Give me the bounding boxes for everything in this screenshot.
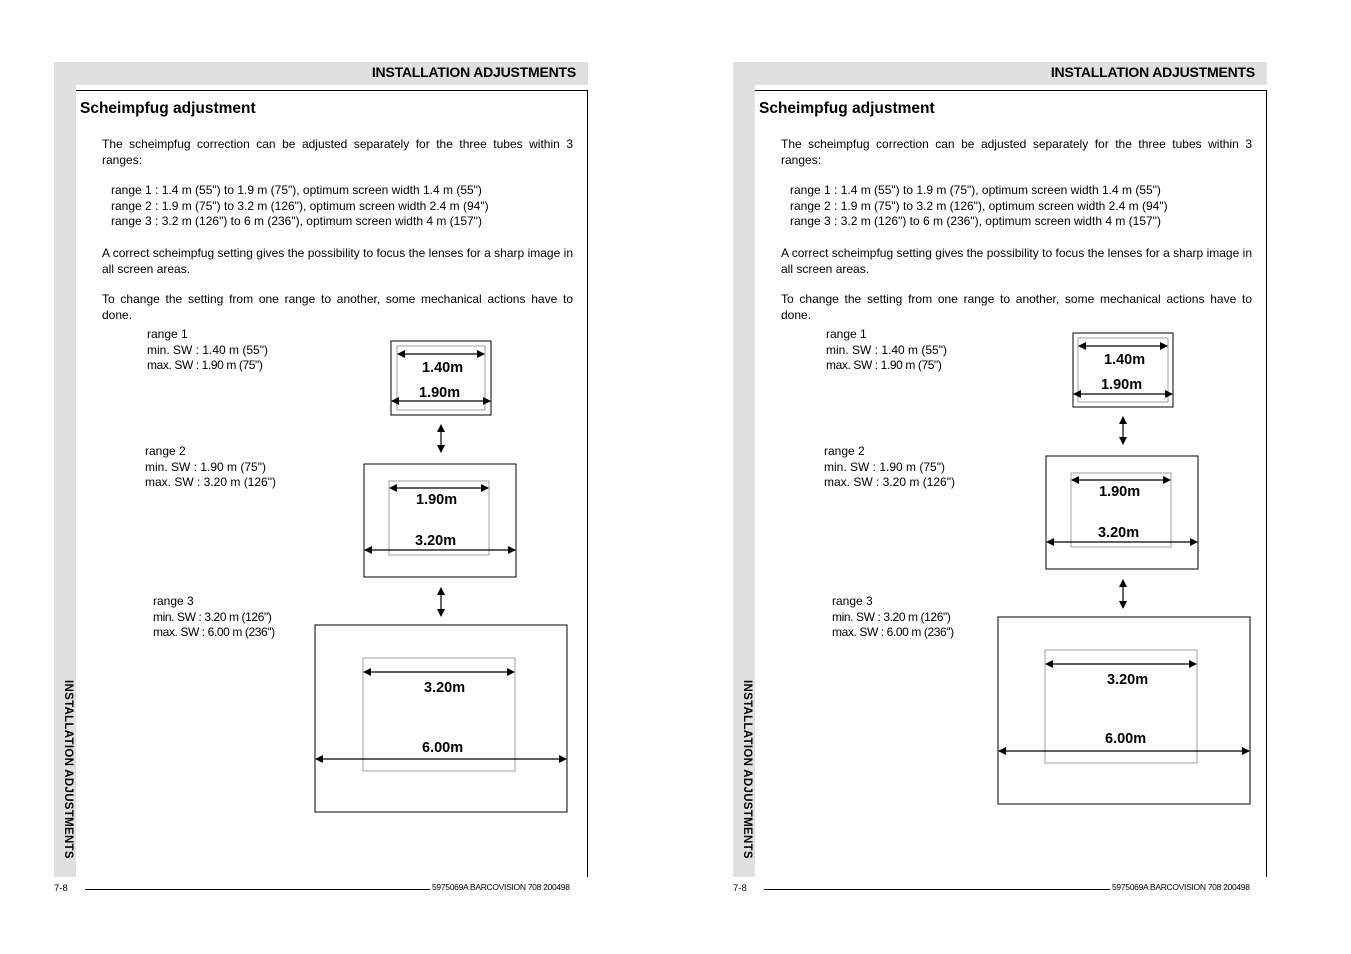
document-reference: 5975069A BARCOVISION 708 200498 <box>1112 882 1250 892</box>
page-number: 7-8 <box>54 883 68 894</box>
range-min: min. SW : 1.90 m (75") <box>145 459 266 474</box>
range-name: range 2 <box>824 444 865 458</box>
range-line: range 3 : 3.2 m (126") to 6 m (236"), optimum screen width 4 m (157") <box>790 214 1161 228</box>
range-min: min. SW : 3.20 m (126") <box>832 609 951 624</box>
dim-label: 3.20m <box>424 680 466 696</box>
range-line: range 2 : 1.9 m (75") to 3.2 m (126"), optimum screen width 2.4 m (94") <box>790 198 1168 213</box>
range-min: min. SW : 1.40 m (55") <box>826 342 947 357</box>
header-title: INSTALLATION ADJUSTMENTS <box>371 64 576 80</box>
page-right <box>679 0 1319 954</box>
range-name: range 3 <box>153 594 194 608</box>
range-line: range 1 : 1.4 m (55") to 1.9 m (75"), optimum screen width 1.4 m (55") <box>111 183 482 197</box>
side-label: INSTALLATION ADJUSTMENTS <box>741 680 753 859</box>
change-paragraph: To change the setting from one range to another, some mechanical actions have to done. <box>102 292 573 322</box>
range-line: range 3 : 3.2 m (126") to 6 m (236"), optimum screen width 4 m (157") <box>111 214 482 228</box>
dim-label: 1.90m <box>416 492 458 508</box>
range-line: range 2 : 1.9 m (75") to 3.2 m (126"), optimum screen width 2.4 m (94") <box>111 198 489 213</box>
intro-paragraph: The scheimpfug correction can be adjusted separately for the three tubes within 3 ranges: <box>781 137 1252 167</box>
dim-label: 1.90m <box>1099 484 1141 500</box>
range-max: max. SW : 6.00 m (236") <box>153 625 275 639</box>
document-reference: 5975069A BARCOVISION 708 200498 <box>432 882 570 892</box>
dim-label: 1.40m <box>422 360 464 376</box>
dim-label: 1.90m <box>419 385 461 401</box>
scheimpfug-diagram <box>679 0 1319 954</box>
dim-label: 3.20m <box>415 533 457 549</box>
range-name: range 2 <box>145 444 186 458</box>
range-line: range 1 : 1.4 m (55") to 1.9 m (75"), optimum screen width 1.4 m (55") <box>790 183 1161 197</box>
range-min: min. SW : 1.40 m (55") <box>147 342 268 357</box>
range-max: max. SW : 3.20 m (126") <box>824 475 955 489</box>
dim-label: 3.20m <box>1107 672 1149 688</box>
dim-label: 6.00m <box>1105 731 1147 747</box>
range-min: min. SW : 3.20 m (126") <box>153 609 272 624</box>
screen-outer-1 <box>1073 333 1173 407</box>
section-title: Scheimpfug adjustment <box>80 100 256 117</box>
footer-rule <box>764 889 1110 890</box>
range-name: range 1 <box>147 327 188 341</box>
dim-label: 3.20m <box>1098 525 1140 541</box>
header-title: INSTALLATION ADJUSTMENTS <box>1050 64 1255 80</box>
screen-outer-3 <box>315 625 567 812</box>
page-left <box>0 0 640 954</box>
screen-outer-1 <box>391 341 491 415</box>
intro-paragraph: The scheimpfug correction can be adjusted separately for the three tubes within 3 ranges: <box>102 137 573 167</box>
scheimpfug-diagram <box>0 0 640 954</box>
range-name: range 1 <box>826 327 867 341</box>
range-max: max. SW : 1.90 m (75") <box>826 358 942 372</box>
dim-label: 1.90m <box>1101 377 1143 393</box>
focus-paragraph: A correct scheimpfug setting gives the possibility to focus the lenses for a sharp image in all screen areas. <box>781 246 1252 276</box>
range-min: min. SW : 1.90 m (75") <box>824 459 945 474</box>
screen-outer-3 <box>998 617 1250 804</box>
dim-label: 1.40m <box>1104 352 1146 368</box>
range-max: max. SW : 3.20 m (126") <box>145 475 276 489</box>
side-label: INSTALLATION ADJUSTMENTS <box>62 680 74 859</box>
range-max: max. SW : 1.90 m (75") <box>147 358 263 372</box>
footer-rule <box>85 889 430 890</box>
section-title: Scheimpfug adjustment <box>759 100 935 117</box>
focus-paragraph: A correct scheimpfug setting gives the possibility to focus the lenses for a sharp image in all screen areas. <box>102 246 573 276</box>
dim-label: 6.00m <box>422 740 464 756</box>
page-number: 7-8 <box>733 883 747 894</box>
range-max: max. SW : 6.00 m (236") <box>832 625 954 639</box>
change-paragraph: To change the setting from one range to another, some mechanical actions have to done. <box>781 292 1252 322</box>
range-name: range 3 <box>832 594 873 608</box>
